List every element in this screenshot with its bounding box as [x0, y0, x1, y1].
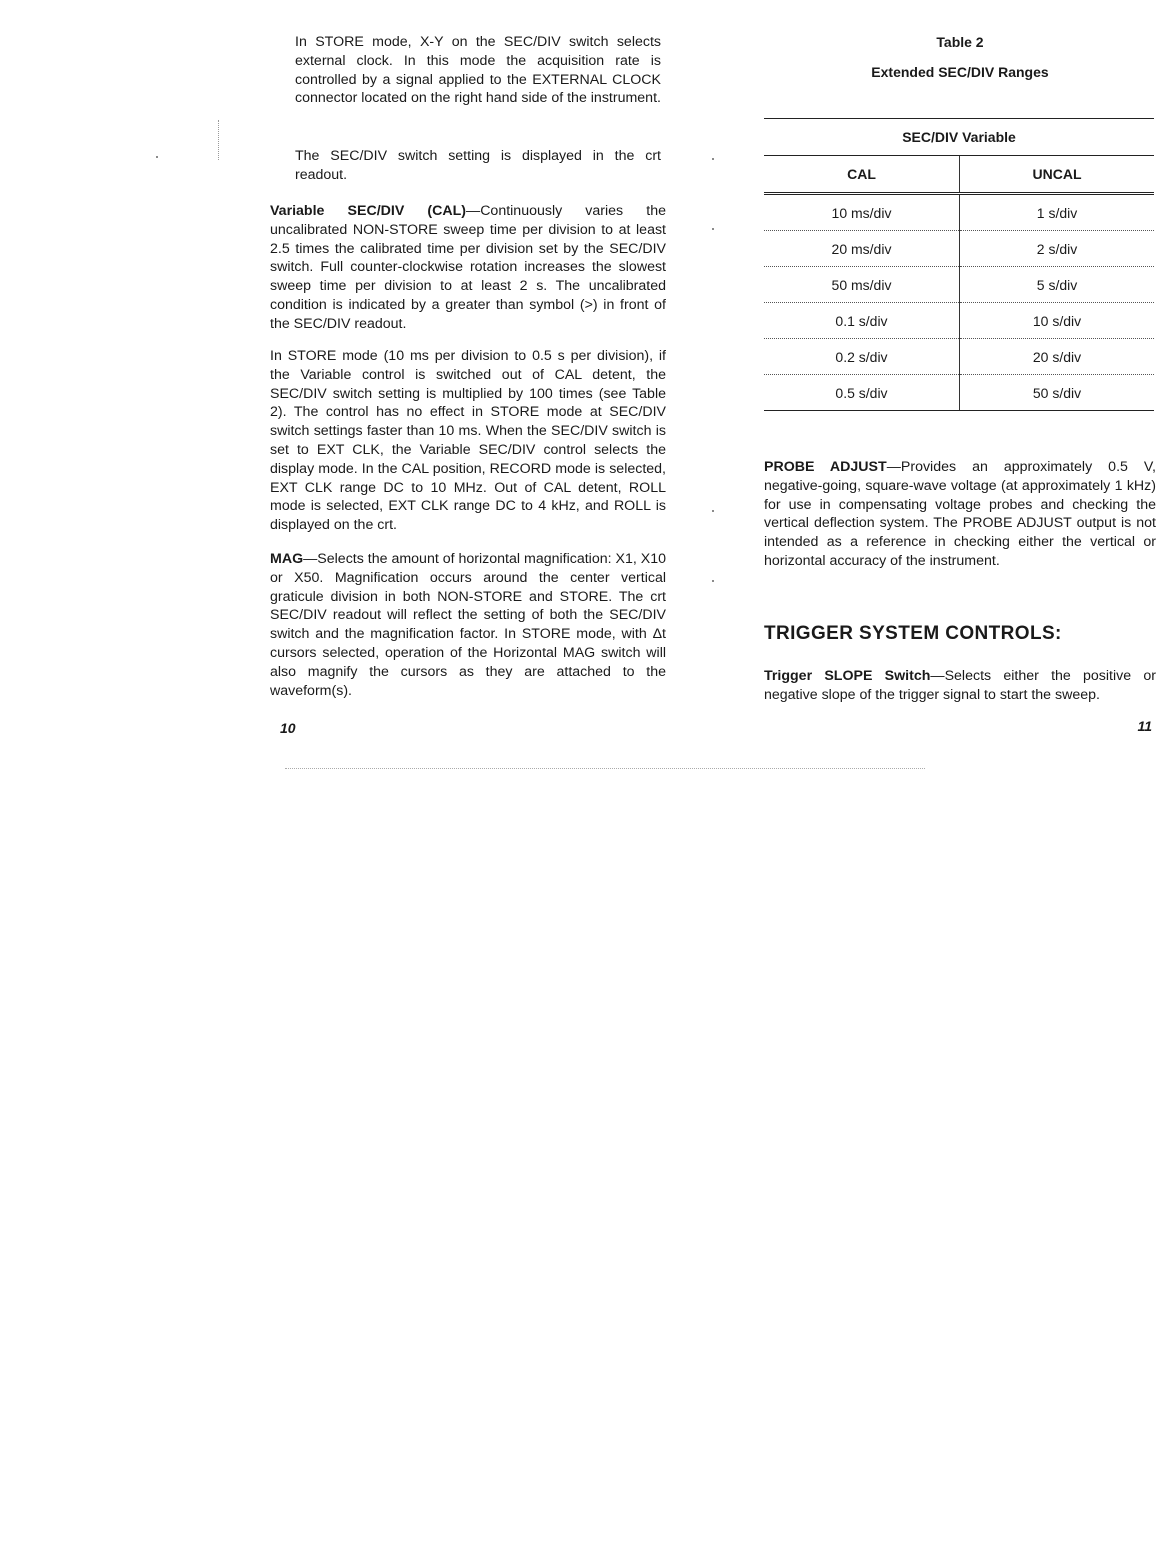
section-heading: TRIGGER SYSTEM CONTROLS:: [764, 623, 1062, 644]
table-row: [764, 231, 1154, 267]
page-number-left: 10: [280, 720, 296, 736]
table-col-header-uncal: UNCAL: [960, 156, 1155, 194]
cell-uncal: 10 s/div: [960, 303, 1155, 339]
table-row: [764, 303, 1154, 339]
cell-uncal: 2 s/div: [960, 231, 1155, 267]
term-trigger-slope: Trigger SLOPE Switch: [764, 668, 931, 684]
cell-cal: 0.2 s/div: [764, 339, 960, 375]
paragraph-probe-adjust: [764, 458, 1156, 571]
text-mag: —Selects the amount of horizontal magnification: X1, X10 or X50. Magnification occurs around the center vertical graticule division in both NON-STORE and STORE. The crt SEC/DIV readout will reflect the setting of both the SEC/DIV switch and the magnification factor. In STORE mode, with Δt cursors selected, operation of the Horizontal MAG switch will also magnify the cursors as they are attached to the waveform(s).: [270, 551, 666, 699]
cell-uncal: 20 s/div: [960, 339, 1155, 375]
paragraph-trigger-slope: [764, 667, 1156, 705]
secdiv-ranges-table: [764, 118, 1154, 411]
text-variable-secdiv: —Continuously varies the uncalibrated NON-STORE sweep time per division to at least 2.5 times the calibrated time per division set by the SEC/DIV switch. Full counter-clockwise rotation increases the slowest sweep time per division to at least 2 s. The uncalibrated condition is indicated by a greater than symbol (>) in front of the SEC/DIV readout.: [270, 203, 666, 332]
table-title: Extended SEC/DIV Ranges: [871, 64, 1049, 80]
cell-cal: 20 ms/div: [764, 231, 960, 267]
cell-cal: 0.5 s/div: [764, 375, 960, 411]
table-row: [764, 267, 1154, 303]
term-probe-adjust: PROBE ADJUST: [764, 459, 887, 475]
paragraph-store-xy: In STORE mode, X-Y on the SEC/DIV switch selects external clock. In this mode the acquisition rate is controlled by a signal applied to the EXTERNAL CLOCK connector located on the right hand side of the instrument.: [295, 34, 661, 107]
text-probe-adjust: —Provides an approximately 0.5 V, negative-going, square-wave voltage (at approximately 1 kHz) for use in compensating voltage probes and checking the vertical deflection system. The PROBE ADJUST output is not intended as a reference in checking either the vertical or horizontal accuracy of the instrument.: [764, 459, 1157, 569]
term-mag: MAG: [270, 551, 304, 567]
scan-artifact-dot: [156, 156, 158, 158]
scan-artifact-line: [285, 768, 925, 769]
paragraph-store-variable: In STORE mode (10 ms per division to 0.5 s per division), if the Variable control is switched out of CAL detent, the SEC/DIV switch setting is multiplied by 100 times (see Table 2). The control has no effect in STORE mode at SEC/DIV switch settings faster than 10 ms. When the SEC/DIV switch is set to EXT CLK, the Variable SEC/DIV control selects the display mode. In the CAL position, RECORD mode is selected, EXT CLK range DC to 10 MHz. Out of CAL detent, ROLL mode is selected, EXT CLK range DC to 4 kHz, and ROLL is displayed on the crt.: [270, 348, 666, 534]
term-variable-secdiv: Variable SEC/DIV (CAL): [270, 203, 466, 219]
table-group-header: SEC/DIV Variable: [764, 119, 1154, 156]
table-row: [764, 194, 1154, 231]
cell-cal: 0.1 s/div: [764, 303, 960, 339]
cell-cal: 50 ms/div: [764, 267, 960, 303]
text-trigger-slope: —Selects either the positive or negative slope of the trigger signal to start the sweep.: [764, 668, 1156, 703]
cell-uncal: 50 s/div: [960, 375, 1155, 411]
scan-artifact-dot: [712, 228, 714, 230]
table-row: [764, 375, 1154, 411]
scan-artifact-dot: [712, 580, 714, 582]
paragraph-mag: [270, 550, 666, 700]
table-row: [764, 339, 1154, 375]
paragraph-variable-secdiv: [270, 202, 666, 334]
table-col-header-cal: CAL: [764, 156, 960, 194]
paragraph-secdiv-readout: The SEC/DIV switch setting is displayed in the crt readout.: [295, 148, 661, 183]
scan-artifact-dot: [712, 158, 714, 160]
cell-cal: 10 ms/div: [764, 194, 960, 231]
cell-uncal: 1 s/div: [960, 194, 1155, 231]
scan-artifact-mark: [218, 120, 219, 160]
table-label: Table 2: [936, 34, 984, 50]
cell-uncal: 5 s/div: [960, 267, 1155, 303]
page-number-right: 11: [1137, 718, 1152, 734]
scan-artifact-dot: [712, 510, 714, 512]
